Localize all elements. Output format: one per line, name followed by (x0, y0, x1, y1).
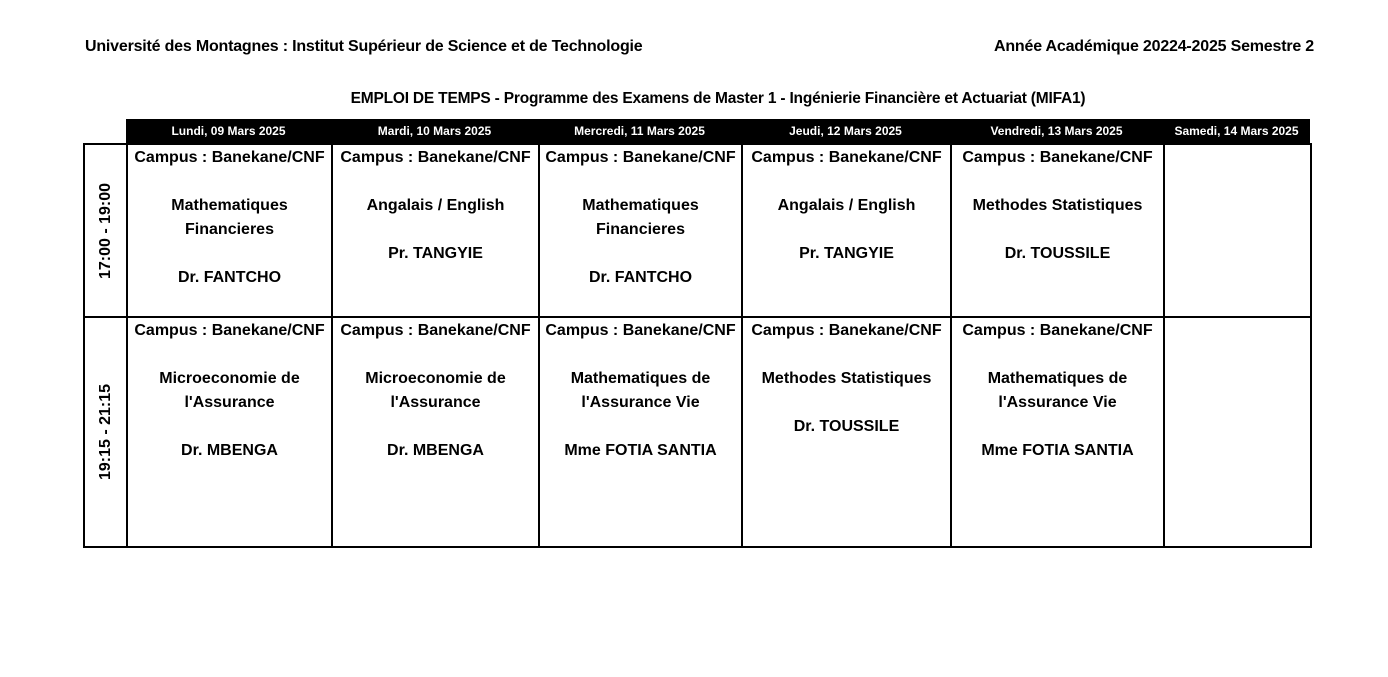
course-name: l'Assurance (184, 394, 275, 411)
exam-cell (742, 317, 951, 547)
teacher-name: Dr. FANTCHO (177, 269, 282, 286)
course-name: Mathematiques (582, 197, 699, 214)
teacher-name: Dr. TOUSSILE (793, 418, 900, 435)
course-name: Financieres (185, 221, 274, 238)
course-name: l'Assurance Vie (998, 394, 1117, 411)
page-title: EMPLOI DE TEMPS - Programme des Examens de Master 1 - Ingénierie Financière et Actuariat (MIFA1) (350, 90, 1086, 107)
course-name: Microeconomie de (159, 370, 300, 387)
day-header: Lundi, 09 Mars 2025 (171, 124, 286, 138)
course-name: l'Assurance Vie (581, 394, 700, 411)
exam-cell (127, 144, 332, 317)
teacher-name: Dr. TOUSSILE (1004, 245, 1111, 262)
time-slot-label: 19:15 - 21:15 (96, 383, 114, 481)
day-header: Mardi, 10 Mars 2025 (377, 124, 492, 138)
campus-label: Campus : Banekane/CNF (340, 322, 531, 339)
campus-label: Campus : Banekane/CNF (134, 149, 325, 166)
time-slot-label: 17:00 - 19:00 (96, 182, 114, 279)
campus-label: Campus : Banekane/CNF (545, 149, 736, 166)
course-name: Microeconomie de (365, 370, 506, 387)
course-name: Mathematiques de (987, 370, 1128, 387)
exam-cell (1164, 144, 1311, 317)
day-header: Samedi, 14 Mars 2025 (1174, 124, 1299, 138)
exam-cell (127, 317, 332, 547)
exam-cell (742, 144, 951, 317)
day-header-bar (126, 119, 1310, 143)
campus-label: Campus : Banekane/CNF (545, 322, 736, 339)
campus-label: Campus : Banekane/CNF (962, 149, 1153, 166)
day-header: Jeudi, 12 Mars 2025 (789, 124, 902, 138)
campus-label: Campus : Banekane/CNF (340, 149, 531, 166)
exam-cell (332, 144, 539, 317)
institution-name: Université des Montagnes : Institut Supérieur de Science et de Technologie (85, 38, 643, 55)
campus-label: Campus : Banekane/CNF (962, 322, 1153, 339)
course-name: Methodes Statistiques (972, 197, 1143, 214)
day-header: Vendredi, 13 Mars 2025 (990, 124, 1123, 138)
campus-label: Campus : Banekane/CNF (751, 149, 942, 166)
exam-cell (951, 317, 1164, 547)
exam-cell (332, 317, 539, 547)
course-name: l'Assurance (390, 394, 481, 411)
teacher-name: Dr. MBENGA (181, 442, 278, 459)
timetable (83, 143, 1312, 548)
teacher-name: Dr. MBENGA (387, 442, 484, 459)
time-slot-row (84, 317, 1311, 547)
teacher-name: Pr. TANGYIE (799, 245, 894, 262)
day-header: Mercredi, 11 Mars 2025 (574, 124, 705, 138)
exam-cell (951, 144, 1164, 317)
campus-label: Campus : Banekane/CNF (751, 322, 942, 339)
exam-cell (539, 317, 742, 547)
course-name: Financieres (596, 221, 685, 238)
course-name: Mathematiques de (570, 370, 711, 387)
course-name: Mathematiques (171, 197, 288, 214)
time-slot-row (84, 144, 1311, 317)
campus-label: Campus : Banekane/CNF (134, 322, 325, 339)
time-slot-label-cell (84, 317, 127, 547)
teacher-name: Dr. FANTCHO (588, 269, 693, 286)
teacher-name: Mme FOTIA SANTIA (564, 442, 717, 459)
time-slot-label-cell (84, 144, 127, 317)
teacher-name: Pr. TANGYIE (388, 245, 483, 262)
course-name: Angalais / English (366, 197, 505, 214)
exam-cell (539, 144, 742, 317)
academic-year: Année Académique 20224-2025 Semestre 2 (994, 38, 1314, 55)
course-name: Methodes Statistiques (761, 370, 932, 387)
teacher-name: Mme FOTIA SANTIA (981, 442, 1134, 459)
course-name: Angalais / English (777, 197, 916, 214)
exam-cell (1164, 317, 1311, 547)
